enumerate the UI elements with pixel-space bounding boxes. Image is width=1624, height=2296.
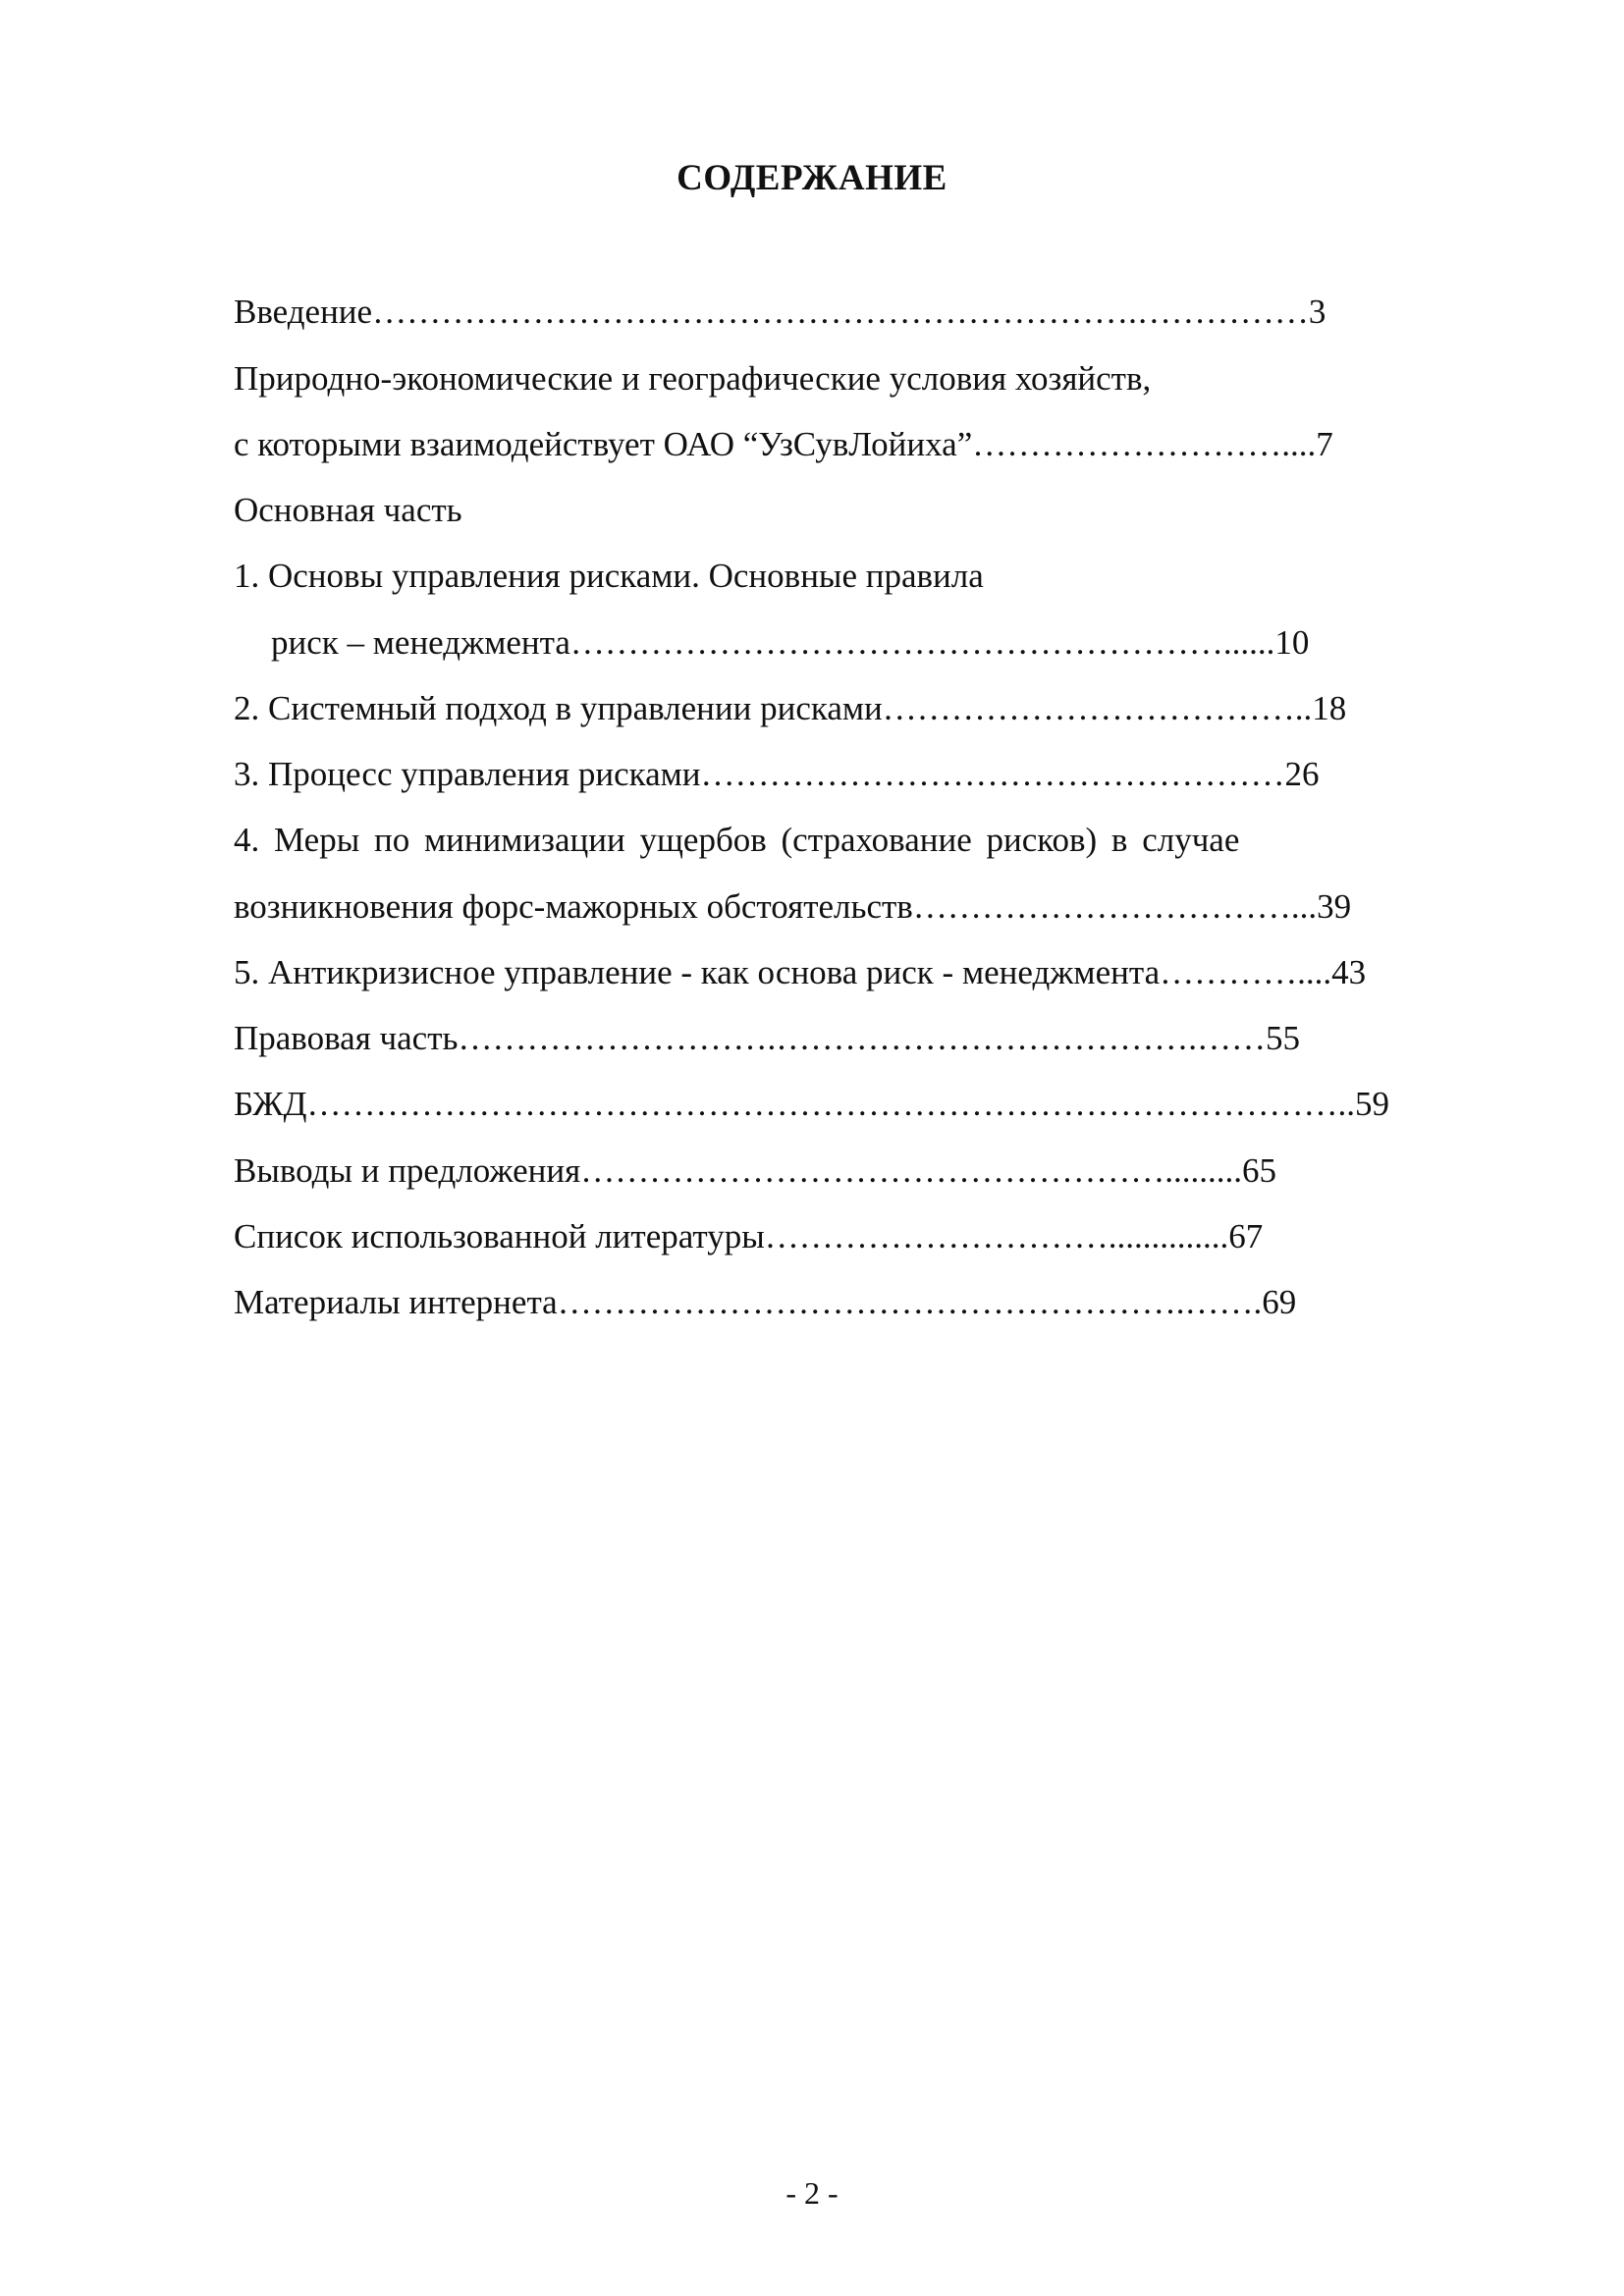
- toc-line: Материалы интернета……………………………………………….…….69: [234, 1283, 1297, 1321]
- toc-line: Природно-экономические и географические условия хозяйств,: [234, 359, 1152, 398]
- page-title: СОДЕРЖАНИЕ: [677, 158, 947, 198]
- toc-line: Выводы и предложения…………………………………………….........65: [234, 1151, 1276, 1190]
- page-number: - 2 -: [785, 2175, 839, 2211]
- toc-line: с которыми взаимодействует ОАО “УзСувЛойиха”………………………....7: [234, 425, 1333, 463]
- toc-line: Введение………………………………………………………….……………3: [234, 293, 1326, 331]
- toc-line: возникновения форс-мажорных обстоятельств……………………………...39: [234, 887, 1352, 926]
- toc-line: 5. Антикризисное управление - как основа риск - менеджмента…………....43: [234, 953, 1367, 991]
- toc-line: Правовая часть……………………….……………………………….……55: [234, 1019, 1300, 1057]
- toc-line: 3. Процесс управления рисками……………………………………………26: [234, 755, 1320, 793]
- toc-line: 1. Основы управления рисками. Основные правила: [234, 557, 984, 595]
- toc-line: риск – менеджмента…………………………………………………......10: [271, 623, 1310, 662]
- toc-line: 4. Меры по минимизации ущербов (страхование рисков) в случае: [234, 821, 1240, 859]
- toc-line: 2. Системный подход в управлении рисками………………………………..18: [234, 689, 1347, 727]
- toc-line: Основная часть: [234, 491, 462, 529]
- toc-line: БЖД………………………………………………………………………………..59: [234, 1085, 1389, 1123]
- toc-line: Список использованной литературы…………………………..............67: [234, 1217, 1264, 1255]
